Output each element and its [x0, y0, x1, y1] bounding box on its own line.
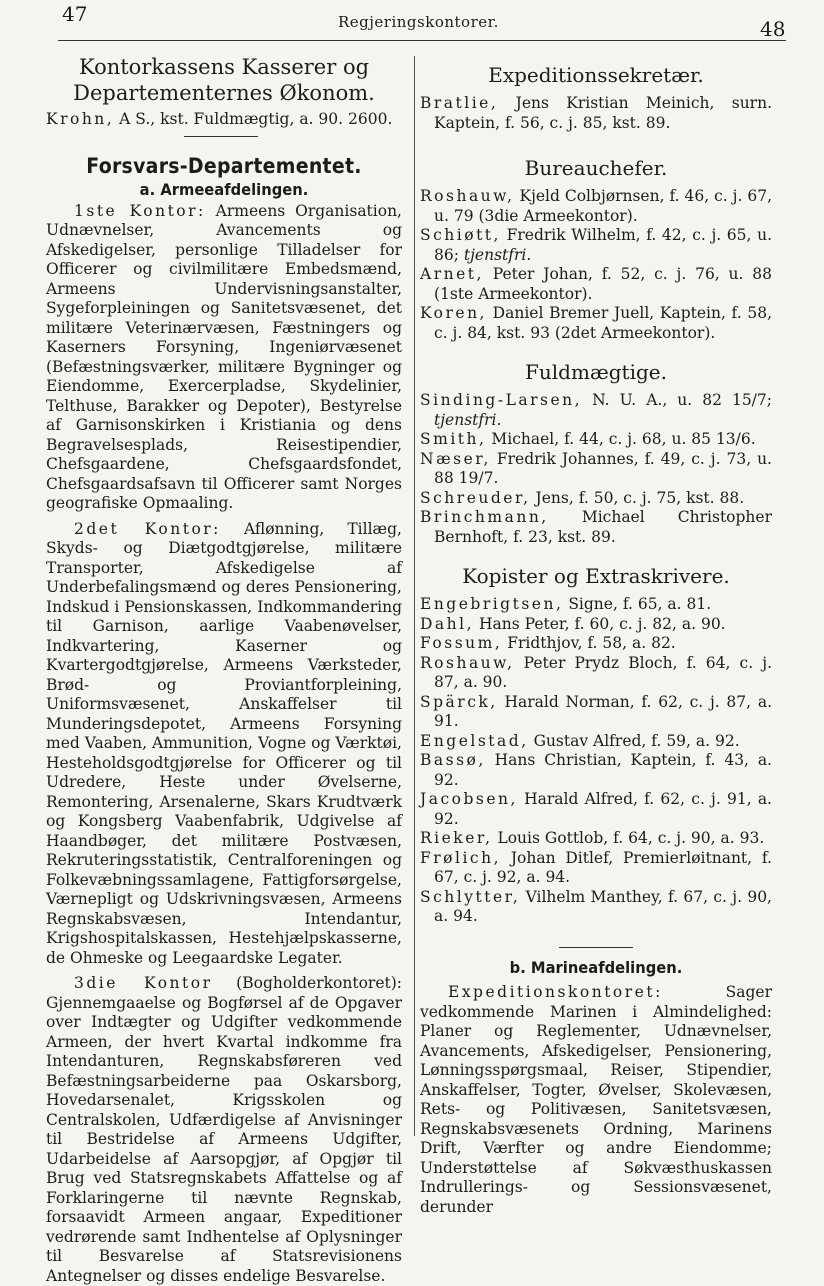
entry-text: Peter Prydz Bloch, f. 64, c. j. 87, a. 90. [434, 653, 772, 691]
staff-entry [420, 265, 772, 304]
entry-text: N. U. A., u. 82 15/7; [592, 391, 772, 409]
army-division-title: a. Armeeafdelingen. [139, 180, 309, 199]
entry-text: Michael Christopher Bernhoft, f. 23, kst. 89. [434, 508, 772, 546]
staff-entry [420, 829, 772, 849]
fuldmaegtige-list [420, 391, 772, 547]
entry-text: Gustav Alfred, f. 59, a. 92. [533, 731, 740, 750]
staff-entry [420, 450, 772, 489]
header-rule [58, 40, 786, 41]
office-label: 1ste Kontor: [74, 201, 206, 220]
entry-name: Arnet, [420, 265, 484, 283]
staff-entry [420, 226, 772, 265]
right-column [420, 52, 772, 1217]
entry-name: Schlytter, [420, 887, 521, 906]
entry-note: tjenstfri. [463, 245, 532, 264]
expedition-secretary-title: Expeditionssekretær. [488, 63, 704, 87]
entry-name: Engelstad, [420, 731, 529, 750]
office-2-paragraph [46, 520, 402, 969]
staff-entry [420, 489, 772, 509]
staff-entry [420, 732, 772, 752]
entry-text: Fredrik Wilhelm, f. 42, c. j. 65, u. 86; [434, 226, 772, 264]
staff-entry [420, 634, 772, 654]
staff-entry [420, 304, 772, 343]
running-title: Regjeringskontorer. [338, 13, 499, 31]
staff-entry [420, 430, 772, 450]
entry-text: Jens, f. 50, c. j. 75, kst. 88. [535, 488, 745, 507]
kontorkasse-heading: Kontorkassens Kasserer og Departementernes Økonom. [73, 55, 375, 105]
office-text: Armeens Organisation, Udnævnelser, Avancements og Afskedigelser, personlige Tilladelser for Officerer og civilmilitære Embedsmænd, Armeens Undervisningsanstalter, Sygeforpleiningen og Sanitetsvæsenet, det militære Veterinærvæsen, Fæstningers og Kaserners Forsyning, Ingeniørvæsenet (Befæstningsværker, militære Bygninger og Eiendomme, Exercerpladse, Skydelinier, Telthuse, Barakker og Depoter), Bestyrelse af Garnisonskirken i Kristiania og dens Begravelsesplads, Reisestipendier, Chefsgaardene, Chefsgaardsfondet, Chefsgaardsafsavn til Officerer samt Norges geografiske Opmaaling. [46, 201, 402, 512]
staff-entry [420, 94, 772, 133]
entry-text: Johan Ditlef, Premierløitnant, f. 67, c. j. 92, a. 94. [434, 848, 772, 886]
entry-name: Bassø, [420, 751, 486, 769]
entry-name: Spärck, [420, 692, 498, 711]
staff-entry [420, 508, 772, 547]
entry-note: tjenstfri. [434, 410, 502, 429]
entry-name: Dahl, [420, 614, 475, 633]
entry-name: Schiøtt, [420, 226, 501, 244]
entry-text: Jens Kristian Meinich, surn. Kaptein, f. 56, c. j. 85, kst. 89. [434, 94, 772, 132]
office-label: 3die Kontor [74, 974, 213, 992]
entry-text: Signe, f. 65, a. 81. [568, 595, 712, 613]
entry-name: Frølich, [420, 848, 502, 867]
office-3-paragraph [46, 974, 402, 1286]
entry-name: Rieker, [420, 829, 493, 847]
office-label: 2det Kontor: [74, 519, 221, 538]
entry-text: Hans Christian, Kaptein, f. 43, a. 92. [434, 751, 772, 789]
entry-name: Bratlie, [420, 94, 499, 112]
entry-name: Roshauw, [420, 187, 515, 205]
navy-division-title: b. Marineafdelingen. [509, 957, 683, 977]
entry-text: Kjeld Colbjørnsen, f. 46, c. j. 67, u. 79 (3die Armeekontor). [434, 187, 772, 225]
office-text: (Bogholderkontoret): Gjennemgaaelse og Bogførsel af de Opgaver over Indtægter og Udgifter vedkommende Armeen, der hvert Kvartal indkomme fra Intendanturen, Regnskabsføreren ved Befæstningsarbeiderne paa Oskarsborg, Hovedarsenalet, Krigsskolen og Centralskolen, Udfærdigelse af Anvisninger til Bestridelse af Armeens Udgifter, Udarbeidelse af Aarsopgjør, af Opgjør til Brug ved Statsregnskabets Affattelse og af Forklaringerne til nævnte Regnskab, forsaavidt Armeen angaar, Expeditioner vedrørende samt Indhentelse af Oplysninger til Besvarelse af Statsrevisionens Antegnelser og disses endelige Besvarelse. [46, 974, 402, 1285]
left-column [46, 52, 402, 1286]
entry-name: Smith, [420, 430, 487, 448]
entry-name: Jacobsen, [420, 790, 518, 808]
bureau-chiefs-list [420, 187, 772, 343]
entry-text: Daniel Bremer Juell, Kaptein, f. 58, c. j. 84, kst. 93 (2det Armeekontor). [434, 304, 772, 342]
staff-entry [420, 751, 772, 790]
entry-name: Næser, [420, 449, 491, 468]
entry-name: Koren, [420, 304, 487, 322]
navy-office-paragraph [420, 983, 772, 1217]
section-rule [184, 136, 258, 137]
entry-text: Harald Alfred, f. 62, c. j. 91, a. 92. [434, 790, 772, 828]
bureau-chiefs-title: Bureauchefer. [524, 156, 668, 180]
entry-text: Fredrik Johannes, f. 49, c. j. 73, u. 88 19/7. [434, 449, 772, 487]
entry-name: Roshauw, [420, 653, 515, 672]
expedition-secretary-list [420, 94, 772, 133]
entry-text: Vilhelm Manthey, f. 67, c. j. 90, a. 94. [434, 887, 772, 925]
staff-entry [420, 790, 772, 829]
entry-name: Sinding-Larsen, [420, 391, 583, 409]
entry-name: Brinchmann, [420, 508, 549, 526]
entry-name: Fossum, [420, 634, 503, 652]
department-title: Forsvars-Departementet. [86, 153, 362, 178]
office-text: Sager vedkommende Marinen i Almindelighed: Planer og Reglementer, Udnævnelser, Avancements, Afskedigelser, Pensionering, Lønningsspørgsmaal, Reiser, Stipendier, Anskaffelser, Togter, Øvelser, Skolevæsen, Rets- og Politivæsen, Sanitetsvæsen, Regnskabsvæsenets Ordning, Marinens Drift, Værfter og andre Eiendomme; Understøttelse af Søkvæsthuskassen Indrullerings- og Sessionsvæsenet, derunder [420, 983, 772, 1216]
krohn-entry [46, 110, 402, 130]
staff-entry [420, 391, 772, 430]
fuldmaegtige-title: Fuldmægtige. [525, 360, 667, 384]
right-page-number: 48 [760, 17, 786, 41]
copyists-title: Kopister og Extraskrivere. [462, 564, 730, 588]
left-page-number: 47 [62, 2, 88, 26]
entry-text: Harald Norman, f. 62, c. j. 87, a. 91. [434, 692, 772, 730]
staff-entry [420, 693, 772, 732]
column-divider [414, 56, 415, 1136]
office-1-paragraph [46, 202, 402, 514]
office-text: Aflønning, Tillæg, Skyds- og Diætgodtgjørelse, militære Transporter, Afskedigelse af Underbefalingsmænd og deres Pensionering, Indskud i Pensionskassen, Indkommandering til Garnison, aarlige Vaabenøvelser, Indkvartering, Kaserner og Kvartergodtgjørelse, Armeens Værksteder, Brød- og Proviantforpleining, Uniformsvæsenet, Anskaffelser til Munderingsdepotet, Armeens Forsyning med Vaaben, Ammunition, Vogne og Værktøi, Hesteholdsgodtgjørelse for Officerer og til Udredere, Heste under Øvelserne, Remontering, Arsenalerne, Skars Krudtværk og Kongsberg Vaabenfabrik, Udgivelse af Haandbøger, det militære Postvæsen, Rekruteringsstatistik, Centralforeningen og Folkevæbningssamlagene, Fattigforsørgelse, Værnepligt og Udskrivningsvæsen, Armeens Regnskabsvæsen, Intendantur, Krigshospitalskassen, Hestehjælpskasserne, de Ohmeske og Leegaardske Legater. [46, 519, 402, 967]
entry-text: A S., kst. Fuldmægtig, a. 90. 2600. [119, 110, 393, 128]
office-label: Expeditionskontoret: [448, 983, 663, 1001]
staff-entry [420, 187, 772, 226]
staff-entry [420, 654, 772, 693]
entry-name: Engebrigtsen, [420, 595, 564, 613]
entry-text: Michael, f. 44, c. j. 68, u. 85 13/6. [491, 430, 756, 448]
entry-name: Schreuder, [420, 488, 531, 507]
staff-entry [420, 888, 772, 927]
staff-entry [420, 615, 772, 635]
section-rule [559, 947, 633, 948]
entry-text: Louis Gottlob, f. 64, c. j. 90, a. 93. [497, 829, 765, 847]
staff-entry [420, 595, 772, 615]
staff-entry [420, 849, 772, 888]
copyists-list [420, 595, 772, 927]
entry-text: Hans Peter, f. 60, c. j. 82, a. 90. [478, 614, 726, 633]
entry-text: Fridthjov, f. 58, a. 82. [507, 634, 676, 652]
entry-name: Krohn, [46, 110, 115, 128]
entry-text: Peter Johan, f. 52, c. j. 76, u. 88 (1ste Armeekontor). [434, 265, 772, 303]
